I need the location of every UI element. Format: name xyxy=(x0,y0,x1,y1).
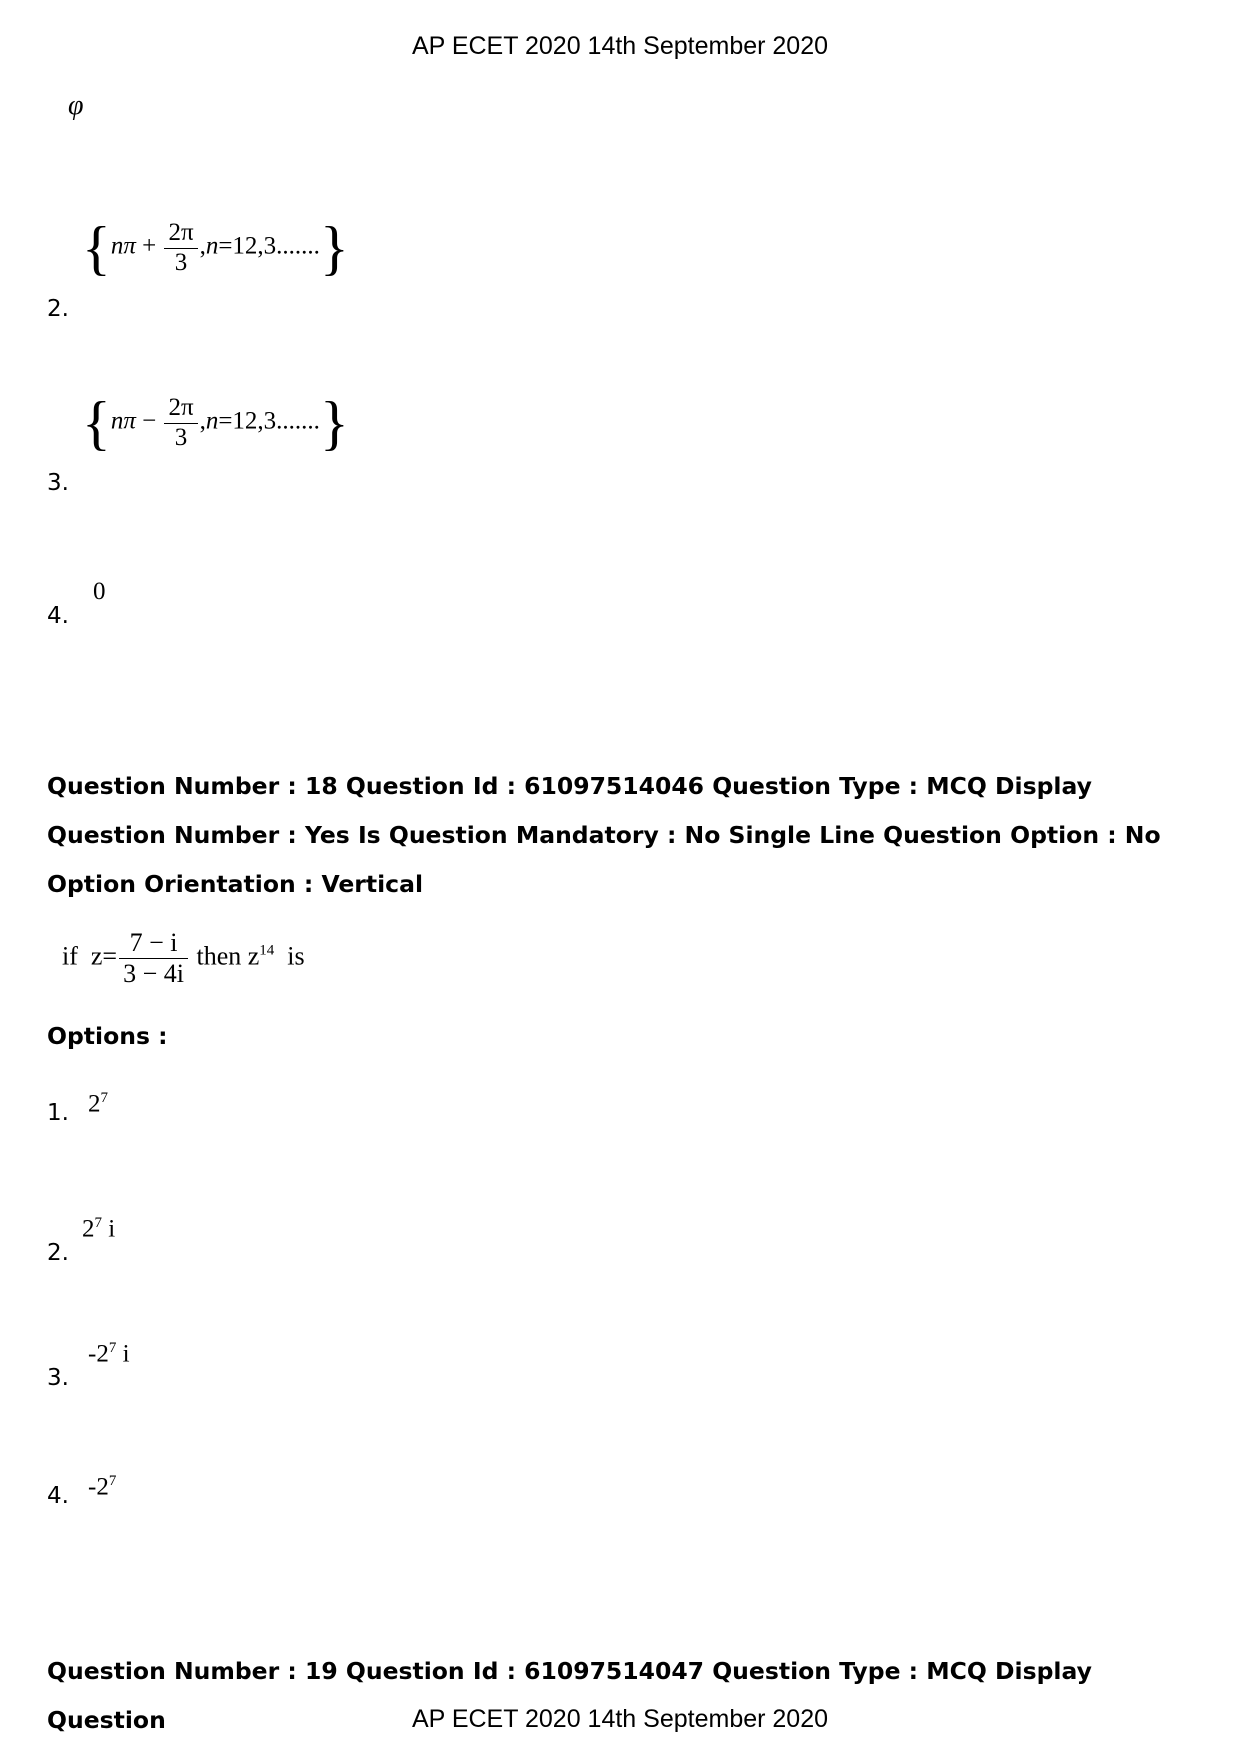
q18-option-2-number: 2. xyxy=(47,1240,69,1266)
option-1-phi-symbol: φ xyxy=(68,90,84,121)
q18-exponent: 14 xyxy=(259,942,275,959)
option-3-pi: π xyxy=(123,407,136,435)
q18-option-3-exp: 7 xyxy=(108,1340,117,1356)
q18-option-3-number: 3. xyxy=(47,1365,69,1391)
q18-option-1-value xyxy=(88,1090,108,1118)
option-2-tail-n: n xyxy=(205,232,219,260)
option-2-number: 2. xyxy=(47,296,69,322)
q18-option-2-suffix: i xyxy=(102,1215,116,1243)
q18-option-1-number: 1. xyxy=(47,1100,69,1126)
option-3-tail: =12,3....... xyxy=(218,407,320,435)
question-18-text xyxy=(62,928,305,989)
option-3-operator: − xyxy=(142,407,157,435)
q18-z: z= xyxy=(90,941,118,971)
option-3-n: n xyxy=(110,407,124,435)
options-label: Options : xyxy=(47,1022,168,1050)
option-2-operator: + xyxy=(142,232,157,260)
option-2-denominator: 3 xyxy=(174,248,188,276)
q18-option-1-exp: 7 xyxy=(100,1090,108,1106)
q18-option-2-base: 2 xyxy=(82,1215,95,1243)
option-2-tail: =12,3....... xyxy=(218,232,320,260)
q18-option-4-base: -2 xyxy=(88,1473,109,1501)
left-brace: { xyxy=(82,390,111,456)
q18-then: then z xyxy=(196,941,260,971)
option-4-number: 4. xyxy=(47,603,69,629)
q18-option-2-exp: 7 xyxy=(94,1215,102,1231)
page-footer: AP ECET 2020 14th September 2020 xyxy=(411,1705,829,1733)
q18-denominator: 3 − 4i xyxy=(123,958,184,988)
option-2-pi: π xyxy=(123,232,136,260)
q18-option-2-value xyxy=(82,1215,115,1243)
right-brace: } xyxy=(319,215,349,281)
question-18-meta: Question Number : 18 Question Id : 61097514046 Question Type : MCQ Display Question Number : Yes Is Question Mandatory : No Single Line Question Option : No Option Orientation : Vertical xyxy=(47,772,1161,898)
option-4-value: 0 xyxy=(93,578,106,605)
option-3-fraction xyxy=(164,394,197,453)
q18-option-3-base: -2 xyxy=(88,1340,109,1368)
right-brace: } xyxy=(319,390,349,456)
q18-fraction xyxy=(119,928,188,989)
q18-is: is xyxy=(287,941,305,971)
option-3-numerator: 2π xyxy=(164,394,197,424)
q18-option-3-suffix: i xyxy=(116,1340,130,1368)
option-2-fraction xyxy=(164,219,197,278)
q18-option-3-value xyxy=(88,1340,130,1368)
option-3-number: 3. xyxy=(47,470,69,496)
q18-numerator: 7 − i xyxy=(119,928,188,959)
option-2-n: n xyxy=(110,232,124,260)
left-brace: { xyxy=(82,215,111,281)
option-2-numerator: 2π xyxy=(164,219,197,249)
page-header: AP ECET 2020 14th September 2020 xyxy=(411,32,829,60)
q18-option-4-value xyxy=(88,1473,116,1501)
q18-option-4-number: 4. xyxy=(47,1483,69,1509)
question-19-meta: Question Number : 19 Question Id : 61097514047 Question Type : MCQ Display Question xyxy=(47,1657,1092,1734)
option-3-denominator: 3 xyxy=(174,423,188,451)
q18-if: if xyxy=(62,941,78,971)
q18-option-4-exp: 7 xyxy=(108,1473,117,1489)
option-3-expression: {nπ − $\frac{2\pi}{3}$ ,n=12,3.......} xyxy=(82,390,349,456)
q18-option-1-base: 2 xyxy=(88,1090,101,1118)
option-3-tail-n: n xyxy=(205,407,219,435)
option-2-expression: {nπ + $\frac{2\pi}{3}$ ,n=12,3.......} xyxy=(82,215,349,281)
